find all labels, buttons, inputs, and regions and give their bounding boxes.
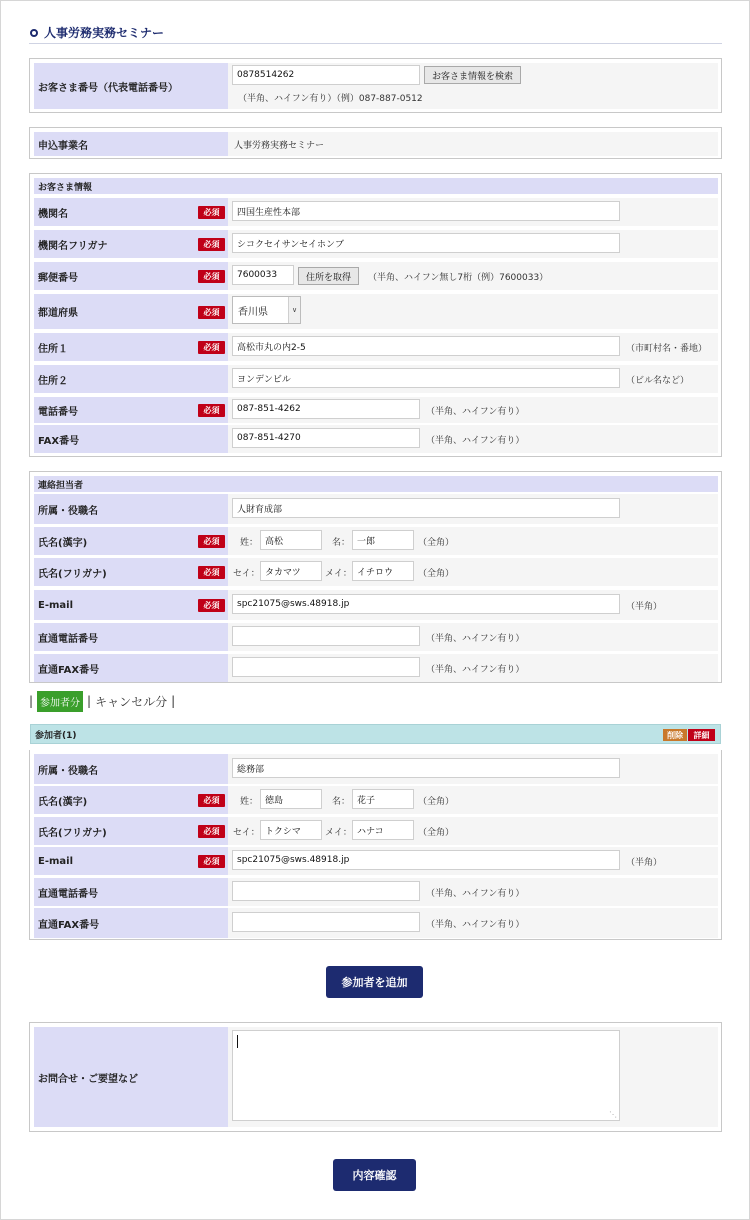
required-badge: 必須: [198, 825, 225, 838]
title-divider: [29, 43, 722, 44]
contact-name-label: 氏名(漢字) 必須: [34, 527, 228, 555]
participant-dept-input[interactable]: 総務部: [232, 758, 620, 778]
address1-note: （市町村名・番地）: [626, 344, 708, 354]
participant-direct-tel-input[interactable]: [232, 881, 420, 901]
participant-section: [29, 750, 722, 940]
participant-name-label: 氏名(漢字) 必須: [34, 786, 228, 814]
customer-info-heading: お客さま情報: [34, 178, 718, 194]
customer-number-note: （半角、ハイフン有り）（例）087-887-0512: [238, 94, 423, 104]
participant-kana-mei-prefix: メイ：: [325, 828, 352, 838]
participant-mei-prefix: 名：: [332, 797, 351, 807]
prefecture-select-value: 香川県: [238, 306, 268, 318]
org-name-row: [34, 198, 718, 226]
contact-sei-input[interactable]: 高松: [260, 530, 322, 550]
participant-email-input[interactable]: spc21075@sws.48918.jp: [232, 850, 620, 870]
participant-direct-fax-label: 直通FAX番号: [34, 908, 228, 938]
contact-direct-fax-row: [34, 654, 718, 682]
required-badge: 必須: [198, 599, 225, 612]
participant-dept-label: 所属・役職名: [34, 754, 228, 784]
address2-label: 住所２: [34, 365, 228, 393]
fax-note: （半角、ハイフン有り）: [426, 436, 525, 446]
tel-row: [34, 397, 718, 423]
contact-email-input[interactable]: spc21075@sws.48918.jp: [232, 594, 620, 614]
contact-direct-tel-label: 直通電話番号: [34, 623, 228, 651]
contact-dept-row: [34, 494, 718, 524]
page-title-text: 人事労務実務セミナー: [44, 26, 165, 40]
address2-input[interactable]: ヨンデンビル: [232, 368, 620, 388]
contact-direct-fax-note: （半角、ハイフン有り）: [426, 665, 525, 675]
participant-sei-input[interactable]: 徳島: [260, 789, 322, 809]
postal-input[interactable]: 7600033: [232, 265, 294, 285]
contact-email-row: [34, 590, 718, 620]
confirm-button[interactable]: 内容確認: [333, 1159, 416, 1191]
get-address-button[interactable]: 住所を取得: [298, 267, 359, 285]
participant-heading: 参加者(1): [35, 730, 77, 741]
required-badge: 必須: [198, 535, 225, 548]
customer-number-input[interactable]: 0878514262: [232, 65, 420, 85]
participant-direct-tel-label: 直通電話番号: [34, 878, 228, 906]
application-row: [34, 132, 718, 156]
participant-mei-input[interactable]: 花子: [352, 789, 414, 809]
tab-separator: |: [171, 694, 176, 708]
contact-name-note: （全角）: [418, 538, 455, 548]
customer-number-row: [34, 63, 718, 109]
participant-direct-tel-note: （半角、ハイフン有り）: [426, 889, 525, 899]
participant-kana-row: [34, 817, 718, 845]
contact-name-row: [34, 527, 718, 555]
postal-row: [34, 262, 718, 290]
participant-direct-fax-input[interactable]: [232, 912, 420, 932]
circle-bullet-icon: [30, 29, 38, 37]
chevron-down-icon: ∨: [288, 297, 300, 323]
fax-label: FAX番号: [34, 425, 228, 453]
application-label: 申込事業名: [34, 132, 228, 156]
contact-direct-fax-label: 直通FAX番号: [34, 654, 228, 682]
contact-kana-mei-prefix: メイ：: [325, 569, 352, 579]
participant-tabs: [29, 690, 175, 712]
prefecture-select[interactable]: [232, 296, 301, 324]
contact-direct-fax-input[interactable]: [232, 657, 420, 677]
participant-direct-fax-note: （半角、ハイフン有り）: [426, 920, 525, 930]
tab-separator: |: [29, 694, 34, 708]
contact-kana-sei-prefix: セイ：: [233, 569, 260, 579]
contact-mei-input[interactable]: 一郎: [352, 530, 414, 550]
tel-note: （半角、ハイフン有り）: [426, 407, 525, 417]
address1-input[interactable]: 高松市丸の内2-5: [232, 336, 620, 356]
contact-dept-input[interactable]: 人財育成部: [232, 498, 620, 518]
required-badge: 必須: [198, 855, 225, 868]
contact-direct-tel-row: [34, 623, 718, 651]
participant-dept-row: [34, 754, 718, 784]
tel-label: 電話番号 必須: [34, 397, 228, 423]
inquiry-textarea[interactable]: [232, 1030, 620, 1121]
application-section: [29, 127, 722, 159]
customer-number-section: [29, 58, 722, 113]
org-kana-row: [34, 230, 718, 258]
participant-sei-prefix: 姓：: [240, 797, 259, 807]
contact-dept-label: 所属・役職名: [34, 494, 228, 524]
add-participant-button[interactable]: 参加者を追加: [326, 966, 423, 998]
inquiry-row: [34, 1027, 718, 1127]
fax-row: [34, 425, 718, 453]
participant-email-label: E-mail 必須: [34, 847, 228, 875]
required-badge: 必須: [198, 270, 225, 283]
org-name-input[interactable]: 四国生産性本部: [232, 201, 620, 221]
participant-direct-tel-row: [34, 878, 718, 906]
address2-row: [34, 365, 718, 393]
participant-header: [30, 724, 721, 744]
address1-row: [34, 333, 718, 361]
inquiry-section: [29, 1022, 722, 1132]
participant-kana-note: （全角）: [418, 828, 455, 838]
participant-kana-sei-input[interactable]: トクシマ: [260, 820, 322, 840]
contact-email-label: E-mail 必須: [34, 590, 228, 620]
required-badge: 必須: [198, 404, 225, 417]
participant-kana-sei-prefix: セイ：: [233, 828, 260, 838]
contact-kana-note: （全角）: [418, 569, 455, 579]
required-badge: 必須: [198, 794, 225, 807]
org-kana-label: 機関名フリガナ 必須: [34, 230, 228, 258]
contact-mei-prefix: 名：: [332, 538, 351, 548]
customer-number-label: お客さま番号（代表電話番号）: [34, 63, 228, 109]
contact-heading: 連絡担当者: [34, 476, 718, 492]
contact-kana-row: [34, 558, 718, 586]
participant-detail-button[interactable]: 詳細: [688, 729, 715, 741]
contact-email-note: （半角）: [626, 602, 663, 612]
tab-participants[interactable]: 参加者分: [37, 691, 83, 712]
contact-kana-sei-input[interactable]: タカマツ: [260, 561, 322, 581]
contact-kana-label: 氏名(フリガナ) 必須: [34, 558, 228, 586]
contact-kana-mei-input[interactable]: イチロウ: [352, 561, 414, 581]
resize-grip-icon[interactable]: ⋱: [609, 1110, 617, 1119]
required-badge: 必須: [198, 306, 225, 319]
page-title: [30, 24, 164, 41]
participant-kana-mei-input[interactable]: ハナコ: [352, 820, 414, 840]
participant-kana-label: 氏名(フリガナ) 必須: [34, 817, 228, 845]
participant-name-note: （全角）: [418, 797, 455, 807]
text-caret: [237, 1035, 238, 1048]
tab-cancel[interactable]: キャンセル分: [95, 694, 168, 709]
required-badge: 必須: [198, 341, 225, 354]
customer-search-button[interactable]: お客さま情報を検索: [424, 66, 521, 84]
contact-section: [29, 471, 722, 683]
postal-note: （半角、ハイフン無し7桁（例）7600033）: [368, 273, 549, 283]
address1-label: 住所１ 必須: [34, 333, 228, 361]
participant-email-note: （半角）: [626, 858, 663, 868]
participant-name-row: [34, 786, 718, 814]
required-badge: 必須: [198, 238, 225, 251]
prefecture-row: [34, 294, 718, 329]
address2-note: （ビル名など）: [626, 376, 690, 386]
customer-info-section: [29, 173, 722, 457]
participant-direct-fax-row: [34, 908, 718, 938]
contact-direct-tel-input[interactable]: [232, 626, 420, 646]
application-value: 人事労務実務セミナー: [234, 141, 325, 151]
tel-input[interactable]: 087-851-4262: [232, 399, 420, 419]
contact-direct-tel-note: （半角、ハイフン有り）: [426, 634, 525, 644]
fax-input[interactable]: 087-851-4270: [232, 428, 420, 448]
delete-participant-button[interactable]: 削除: [663, 729, 687, 741]
prefecture-label: 都道府県 必須: [34, 294, 228, 329]
org-kana-input[interactable]: シコクセイサンセイホンブ: [232, 233, 620, 253]
org-name-label: 機関名 必須: [34, 198, 228, 226]
contact-sei-prefix: 姓：: [240, 538, 259, 548]
tab-separator: |: [87, 694, 92, 708]
required-badge: 必須: [198, 206, 225, 219]
inquiry-label: お問合せ・ご要望など: [34, 1027, 228, 1127]
participant-email-row: [34, 847, 718, 875]
postal-label: 郵便番号 必須: [34, 262, 228, 290]
required-badge: 必須: [198, 566, 225, 579]
